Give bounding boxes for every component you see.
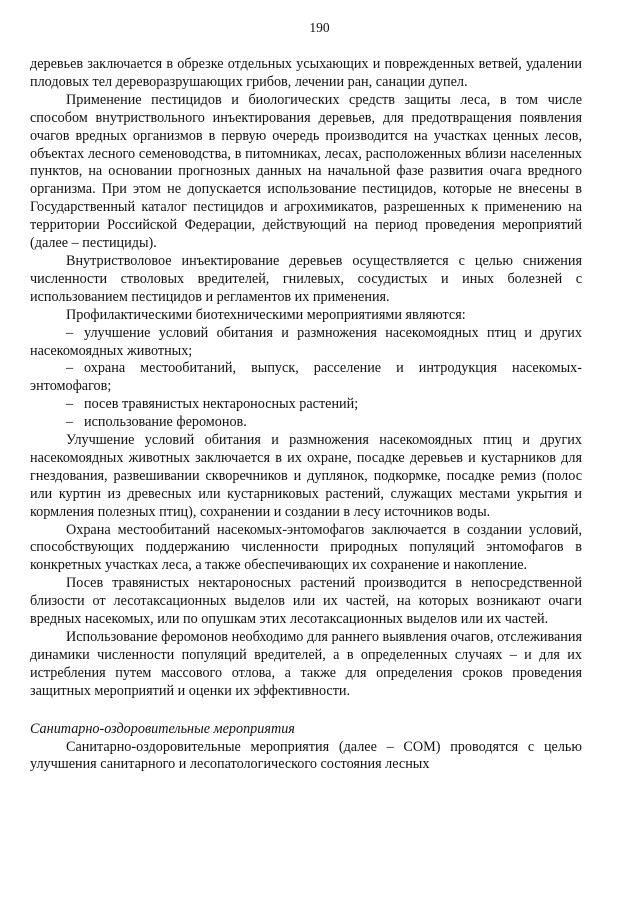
dash-marker: – (66, 414, 74, 431)
body-text (30, 56, 582, 774)
paragraph: Улучшение условий обитания и размножения насекомоядных птиц и других насекомоядных животных заключается в их охране, посадке деревьев и кустарников для гнездования, развешивании скворечников и дуплянок, подкормке, посадке ремиз (полос или куртин из древесных или кустарниковых растений, служащих местами укрытия и кормления полезных птиц), сохранении и создании в лесу источников воды. (30, 432, 582, 520)
paragraph: деревьев заключается в обрезке отдельных усыхающих и поврежденных ветвей, удалении плодовых тел дереворазрушающих грибов, лечении ран, санации дупел. (30, 56, 582, 90)
paragraph: Внутристволовое инъектирование деревьев осуществляется с целью снижения численности стволовых вредителей, гнилевых, сосудистых и иных болезней с использованием пестицидов и регламентов их применения. (30, 252, 582, 305)
paragraph: Использование феромонов необходимо для раннего выявления очагов, отслеживания динамики численности популяций вредителей, а в определенных случаях – и для их истребления путем массового отлова, а также для определения сроков проведения защитных мероприятий и оценки их эффективности. (30, 629, 582, 699)
list-item (30, 360, 582, 396)
paragraph: Применение пестицидов и биологических средств защиты леса, в том числе способом внутриствольного инъектирования деревьев, для предотвращения появления очагов вредных организмов в первую очередь производится на участках ценных лесов, объектах лесного семеноводства, в питомниках, лесах, расположенных вблизи населенных пунктов, на основании прогнозных данных на начальной фазе развития очага вредного организма. При этом не допускается использование пестицидов, которые не внесены в Государственный каталог пестицидов и агрохимикатов, разрешенных к применению на территории Российской Федерации, действующий на период проведения мероприятий (далее – пестициды). (30, 91, 582, 252)
list-item (30, 414, 582, 432)
list-item (30, 396, 582, 414)
paragraph: Посев травянистых нектароносных растений производится в непосредственной близости от лесотаксационных выделов или их частей, на которых возникают очаги вредных насекомых, или по опушкам этих лесотаксационных выделов или их частей. (30, 575, 582, 628)
paragraph: Профилактическими биотехническими мероприятиями являются: (66, 306, 466, 323)
list-item-text: охрана местообитаний, выпуск, расселение и интродукция насекомых-энтомофагов; (30, 360, 582, 395)
section-heading: Санитарно-оздоровительные мероприятия (30, 720, 295, 737)
paragraph: Охрана местообитаний насекомых-энтомофагов заключается в создании условий, способствующих поддержанию численности природных популяций энтомофагов в конкретных участках леса, а также обеспечивающих их сохранение и накопление. (30, 521, 582, 574)
list-item-text: использование феромонов. (84, 414, 247, 431)
dash-marker: – (66, 360, 74, 377)
page-number: 190 (309, 20, 330, 35)
list-item-text: посев травянистых нектароносных растений; (84, 396, 359, 413)
list-item (30, 325, 582, 361)
paragraph: Санитарно-оздоровительные мероприятия (далее – СОМ) проводятся с целью улучшения санитарного и лесопатологического состояния лесных (30, 738, 582, 773)
list-item-text: улучшение условий обитания и размножения насекомоядных птиц и других насекомоядных животных; (30, 324, 582, 359)
dash-marker: – (66, 396, 74, 413)
dash-marker: – (66, 324, 74, 341)
